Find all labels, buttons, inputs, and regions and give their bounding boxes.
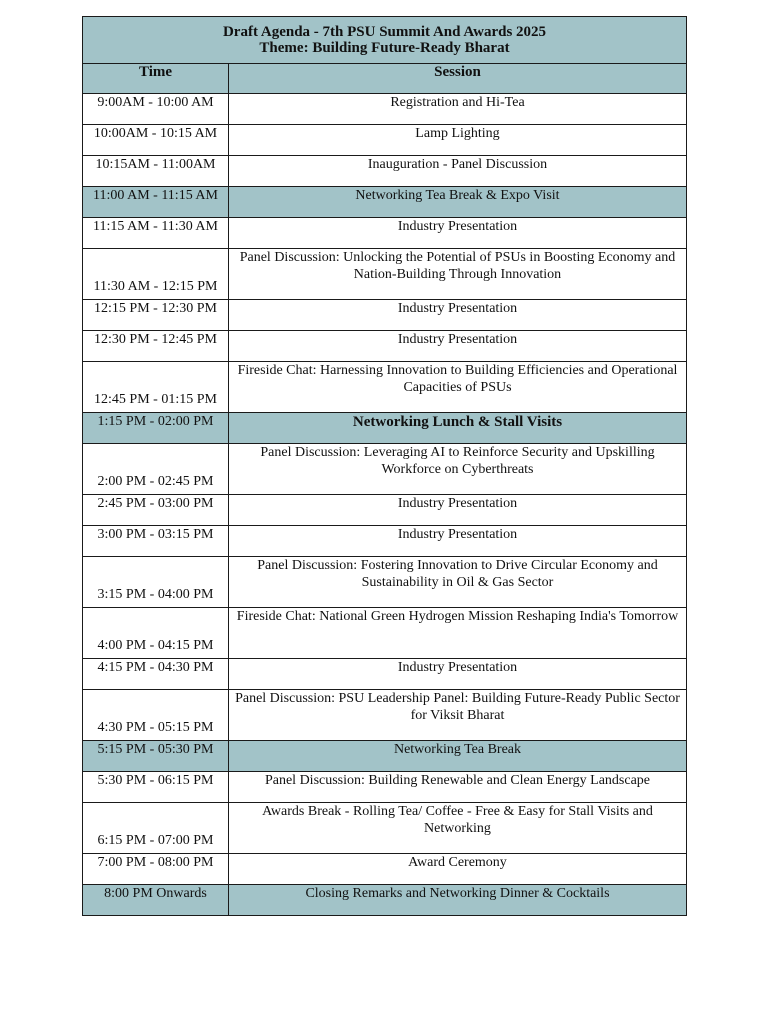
table-row: [83, 249, 687, 300]
table-row: [83, 495, 687, 526]
time-cell: 12:15 PM - 12:30 PM: [83, 300, 229, 331]
session-cell: Industry Presentation: [229, 300, 687, 331]
agenda-title: Draft Agenda - 7th PSU Summit And Awards 2025: [222, 23, 547, 40]
table-row: [83, 690, 687, 741]
session-cell: Industry Presentation: [229, 659, 687, 690]
table-row: [83, 300, 687, 331]
session-cell: Industry Presentation: [229, 526, 687, 557]
session-cell: Award Ceremony: [229, 854, 687, 885]
session-cell: Lamp Lighting: [229, 125, 687, 156]
session-cell: Panel Discussion: Fostering Innovation to Drive Circular Economy and Sustainability in Oil & Gas Sector: [229, 557, 687, 608]
agenda-page: [82, 16, 686, 916]
time-cell: 2:00 PM - 02:45 PM: [83, 444, 229, 495]
table-row: [83, 187, 687, 218]
session-cell: Awards Break - Rolling Tea/ Coffee - Free & Easy for Stall Visits and Networking: [229, 803, 687, 854]
agenda-table: [82, 16, 687, 916]
time-cell: 4:00 PM - 04:15 PM: [83, 608, 229, 659]
table-row: [83, 772, 687, 803]
session-cell: Fireside Chat: Harnessing Innovation to Building Efficiencies and Operational Capacities of PSUs: [229, 362, 687, 413]
table-row: [83, 557, 687, 608]
time-cell: 5:15 PM - 05:30 PM: [83, 741, 229, 772]
time-cell: 3:15 PM - 04:00 PM: [83, 557, 229, 608]
table-row: [83, 94, 687, 125]
table-row: [83, 331, 687, 362]
session-cell: Closing Remarks and Networking Dinner & Cocktails: [229, 885, 687, 916]
time-cell: 8:00 PM Onwards: [83, 885, 229, 916]
session-cell: Networking Lunch & Stall Visits: [229, 413, 687, 444]
table-row: [83, 526, 687, 557]
column-header-time: Time: [83, 64, 229, 94]
title-row: [83, 17, 687, 64]
table-row: [83, 803, 687, 854]
session-cell: Inauguration - Panel Discussion: [229, 156, 687, 187]
time-cell: 10:15AM - 11:00AM: [83, 156, 229, 187]
session-cell: Networking Tea Break & Expo Visit: [229, 187, 687, 218]
session-cell: Panel Discussion: PSU Leadership Panel: Building Future-Ready Public Sector for Viksit Bharat: [229, 690, 687, 741]
table-row: [83, 156, 687, 187]
time-cell: 6:15 PM - 07:00 PM: [83, 803, 229, 854]
table-row: [83, 444, 687, 495]
table-row: [83, 885, 687, 916]
time-cell: 2:45 PM - 03:00 PM: [83, 495, 229, 526]
session-cell: Industry Presentation: [229, 218, 687, 249]
table-row: [83, 854, 687, 885]
table-row: [83, 218, 687, 249]
session-cell: Industry Presentation: [229, 495, 687, 526]
agenda-theme: Theme: Building Future-Ready Bharat: [259, 40, 510, 56]
session-cell: Registration and Hi-Tea: [229, 94, 687, 125]
title-cell: [83, 17, 687, 64]
table-row: [83, 362, 687, 413]
table-row: [83, 608, 687, 659]
time-cell: 4:30 PM - 05:15 PM: [83, 690, 229, 741]
time-cell: 11:00 AM - 11:15 AM: [83, 187, 229, 218]
session-cell: Panel Discussion: Building Renewable and Clean Energy Landscape: [229, 772, 687, 803]
time-cell: 11:15 AM - 11:30 AM: [83, 218, 229, 249]
table-row: [83, 413, 687, 444]
time-cell: 10:00AM - 10:15 AM: [83, 125, 229, 156]
column-header-session: Session: [229, 64, 687, 94]
time-cell: 1:15 PM - 02:00 PM: [83, 413, 229, 444]
time-cell: 5:30 PM - 06:15 PM: [83, 772, 229, 803]
session-cell: Fireside Chat: National Green Hydrogen Mission Reshaping India's Tomorrow: [229, 608, 687, 659]
time-cell: 3:00 PM - 03:15 PM: [83, 526, 229, 557]
time-cell: 7:00 PM - 08:00 PM: [83, 854, 229, 885]
time-cell: 12:30 PM - 12:45 PM: [83, 331, 229, 362]
column-header-row: [83, 64, 687, 94]
table-row: [83, 659, 687, 690]
time-cell: 9:00AM - 10:00 AM: [83, 94, 229, 125]
time-cell: 12:45 PM - 01:15 PM: [83, 362, 229, 413]
table-row: [83, 741, 687, 772]
table-row: [83, 125, 687, 156]
time-cell: 11:30 AM - 12:15 PM: [83, 249, 229, 300]
session-cell: Panel Discussion: Unlocking the Potential of PSUs in Boosting Economy and Nation-Building Through Innovation: [229, 249, 687, 300]
session-cell: Panel Discussion: Leveraging AI to Reinforce Security and Upskilling Workforce on Cyberthreats: [229, 444, 687, 495]
time-cell: 4:15 PM - 04:30 PM: [83, 659, 229, 690]
session-cell: Networking Tea Break: [229, 741, 687, 772]
session-cell: Industry Presentation: [229, 331, 687, 362]
